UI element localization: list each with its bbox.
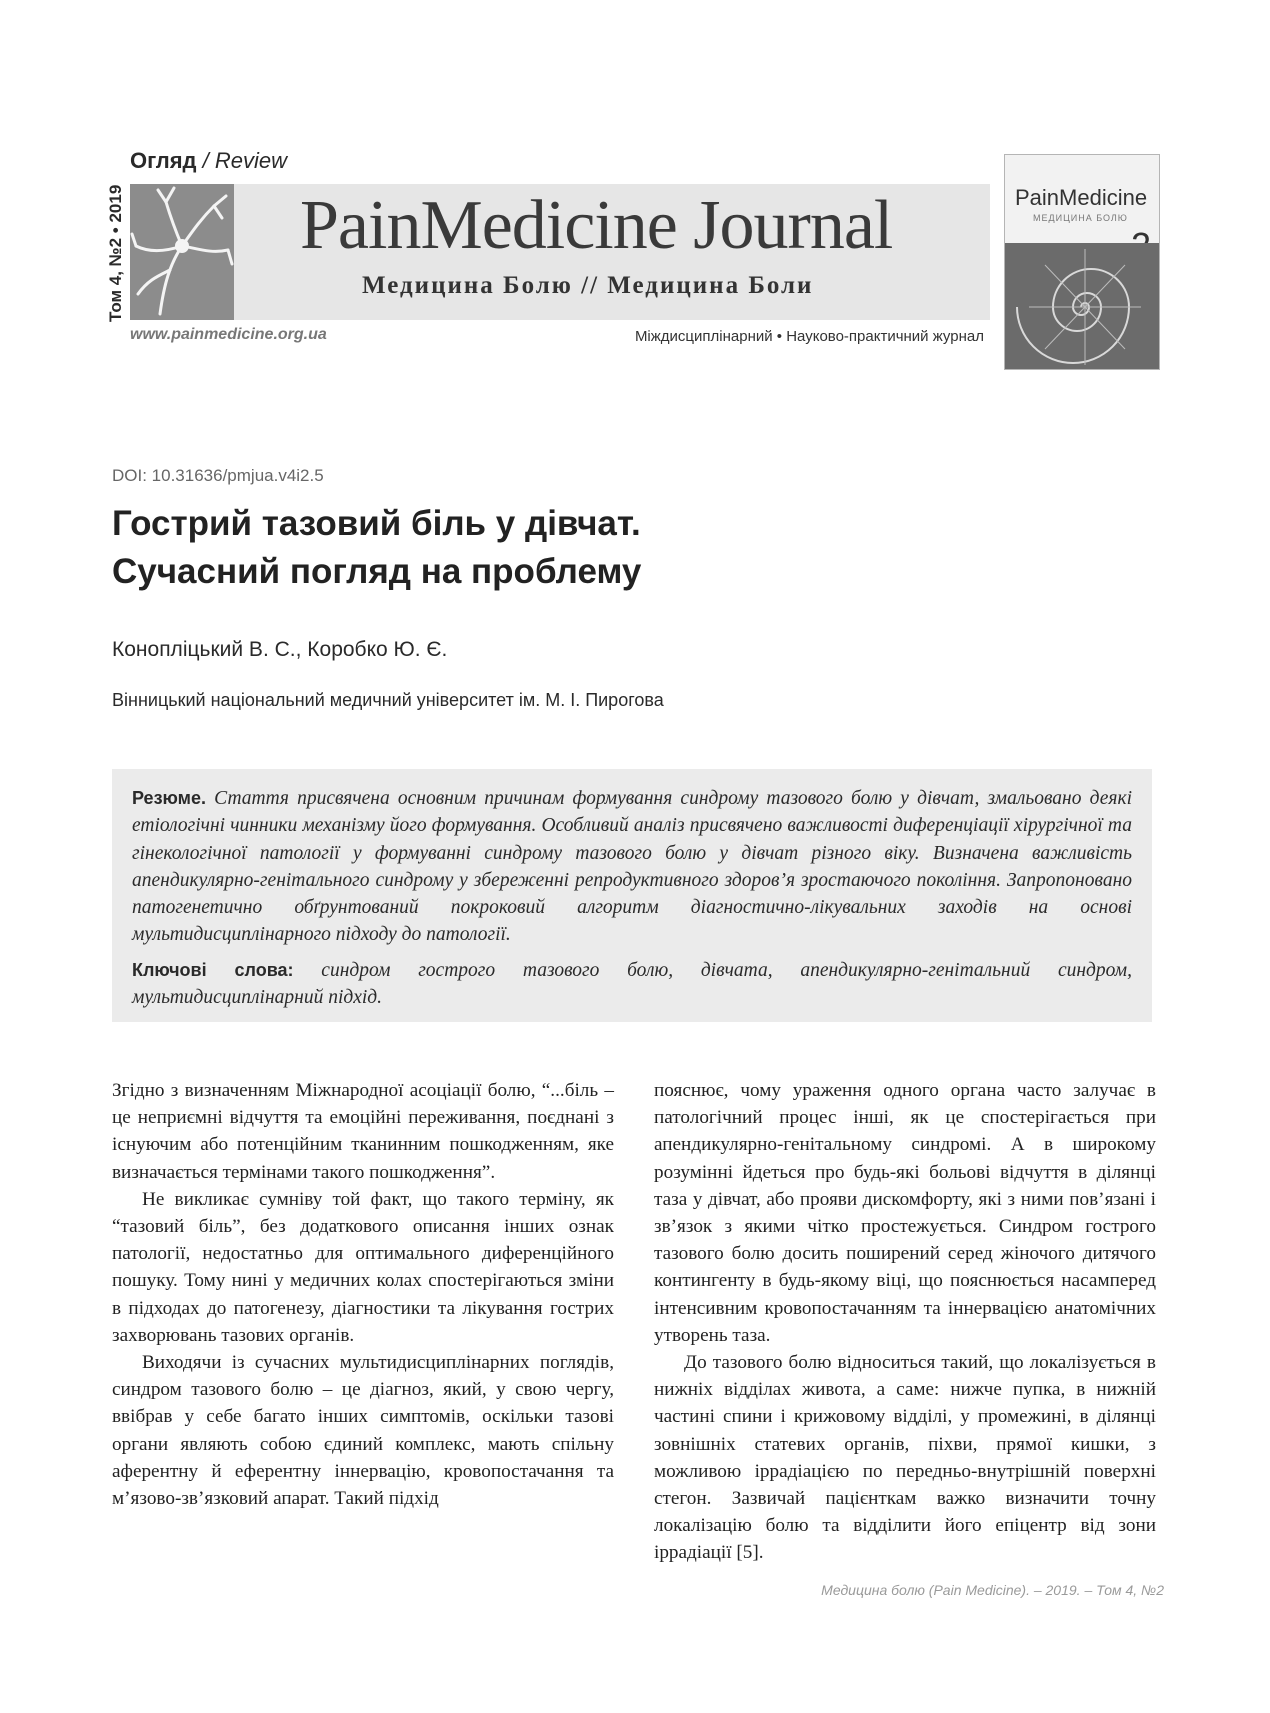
section-label-en: / Review — [202, 148, 287, 173]
abstract-paragraph — [132, 785, 1132, 949]
body-paragraph: Згідно з визначенням Міжнародної асоціації болю, “...біль – це неприємні відчуття та емоційні переживання, поєднані з існуючим або потенційним тканинним пошкодженням, яке визначається термінами такого пошкодження”. — [112, 1080, 614, 1183]
nautilus-shell-icon — [1005, 243, 1159, 369]
body-paragraph: Виходячи із сучасних мультидисциплінарних поглядів, синдром тазового болю – це діагноз, який, у свою чергу, ввібрав у себе багато інших симптомів, оскільки тазові органи являють собою єдиний комплекс, мають спільну аферентну й еферентну іннервацію, кровопостачання та м’язово-зв’язковий апарат. Такий підхід — [112, 1352, 614, 1510]
journal-cover-thumbnail — [1004, 154, 1160, 370]
keywords-paragraph: Ключові слова: синдром гострого тазового болю, дівчата, апендикулярно-генітальний синдром, мультидисциплінарний підхід. — [132, 959, 1132, 1009]
doi-label: DOI: 10.31636/pmjua.v4i2.5 — [112, 466, 324, 485]
keywords-label: Ключові слова — [132, 959, 288, 980]
cover-title: PainMedicine — [1015, 185, 1148, 210]
abstract-text: Стаття присвячена основним причинам формування синдрому тазового болю у дівчат, змальовано деякі етіологічні чинники механізму його формування. Особливий аналіз присвячено важливості диференціації хірургічної та гінекологічної патології у формуванні синдрому тазового болю у дівчат різного віку. Визначена важливість апендикулярно-генітального синдрому у збереженні репродуктивного здоров’я зростаючого покоління. Запропоновано патогенетично обґрунтований покроковий алгоритм діагностично-лікувальних заходів на основі мультидисциплінарного підходу до патології. — [132, 788, 1132, 946]
site-url-link[interactable]: www.painmedicine.org.ua — [130, 326, 327, 343]
body-paragraph: пояснює, чому ураження одного органа часто залучає в патологічний процес інші, як це спостерігається при апендикулярно-генітальному синдромі. А в широкому розумінні йдеться про будь-які больові відчуття в ділянці таза у дівчат, або прояви дискомфорту, які з ними пов’язані і зв’язок з якими чітко простежується. Синдром гострого тазового болю досить поширений серед жіночого дитячого контингенту в будь-якому віці, що пояснюється насамперед інтенсивним кровопостачанням та іннервацією анатомічних утворень таза. — [654, 1080, 1156, 1346]
article-affiliation: Вінницький національний медичний університет ім. М. І. Пирогова — [112, 690, 664, 710]
journal-type-label: Міждисциплінарний • Науково-практичний журнал — [634, 328, 984, 345]
volume-vertical-label: Том 4, №2 • 2019 — [106, 184, 125, 322]
body-column-right — [654, 1077, 1156, 1567]
section-tag — [130, 148, 287, 174]
body-paragraph: До тазового болю відноситься такий, що локалізується в нижніх відділах живота, а саме: нижче пупка, в нижній частині спини і крижовому відділі, у промежині, в ділянці зовнішніх статевих органів, піхви, прямої кишки, з можливою іррадіацією по передньо-внутрішній поверхні стегон. Зазвичай пацієнткам важко визначити точну локалізацію болю та відділити його епіцентр від зони іррадіації [5]. — [654, 1352, 1156, 1564]
article-title — [112, 500, 641, 596]
keywords-text: синдром гострого тазового болю, дівчата, апендикулярно-генітальний синдром, мультидисциплінарний підхід. — [132, 959, 1132, 1009]
cover-image-band — [1005, 243, 1159, 369]
page-footer: Медицина болю (Pain Medicine). – 2019. – Том 4, №2 — [821, 1582, 1164, 1598]
body-paragraph: Не викликає сумніву той факт, що такого терміну, як “тазовий біль”, без додаткового описання інших ознак патології, недостатньо для оптимального диференційного пошуку. Тому нині у медичних колах спостерігаються зміни в підходах до патогенезу, діагностики та лікування гострих захворювань тазових органів. — [112, 1188, 614, 1346]
cover-subtitle: МЕДИЦИНА БОЛЮ — [1033, 213, 1128, 223]
journal-title: PainMedicine Journal — [300, 187, 893, 264]
abstract-label: Резюме. — [132, 788, 206, 808]
article-title-line-1: Гострий тазовий біль у дівчат. — [112, 504, 641, 543]
article-title-line-2: Сучасний погляд на проблему — [112, 552, 642, 591]
body-column-left — [112, 1077, 614, 1512]
article-authors: Конопліцький В. С., Коробко Ю. Є. — [112, 638, 448, 661]
neuron-logo-icon — [130, 184, 234, 320]
section-label: Огляд — [130, 148, 197, 173]
journal-subtitle: Медицина Болю // Медицина Боли — [362, 272, 814, 299]
abstract-box — [112, 769, 1152, 1022]
